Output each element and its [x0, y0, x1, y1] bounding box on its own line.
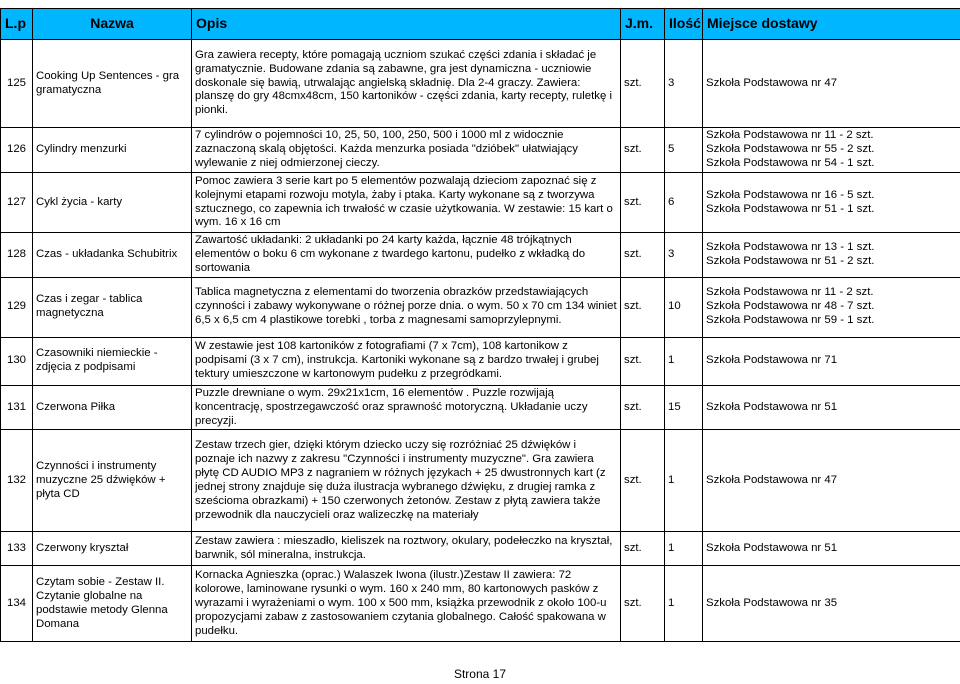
- row-jm: szt.: [621, 277, 665, 337]
- row-lp: 131: [1, 385, 33, 430]
- row-lp: 128: [1, 233, 33, 278]
- header-miejsce: Miejsce dostawy: [703, 9, 960, 40]
- order-table: [0, 8, 960, 642]
- row-miejsce: [703, 566, 960, 642]
- row-nazwa: Czas - układanka Schubitrix: [33, 233, 192, 278]
- row-lp: 125: [1, 40, 33, 128]
- table-row: [1, 337, 960, 385]
- row-jm: szt.: [621, 128, 665, 173]
- header-lp: L.p: [1, 9, 33, 40]
- row-ilosc: 10: [665, 277, 703, 337]
- row-opis: Gra zawiera recepty, które pomagają uczniom szukać części zdania i składać je gramatycznie. Budowane zdania są zabawne, gra jest dynamiczna - uczniowie doskonale się bawią, utrwalając angielską składnię. Dla 2-4 graczy. Zawiera: planszę do gry 48cmx48cm, 150 kartoników - części zdania, karty recepty, ruletkę i pionki.: [192, 40, 621, 128]
- delivery-location: Szkoła Podstawowa nr 54 - 1 szt.: [706, 156, 875, 169]
- row-jm: szt.: [621, 532, 665, 566]
- table-row: [1, 385, 960, 430]
- row-opis: Puzzle drewniane o wym. 29x21x1cm, 16 elementów . Puzzle rozwijają koncentrację, spostrzegawczość oraz sprawność motoryczną. Układanie uczy precyzji.: [192, 385, 621, 430]
- row-opis: W zestawie jest 108 kartoników z fotografiami (7 x 7cm), 108 kartonikow z podpisami (3 x 7 cm), instrukcja. Kartoniki wykonane są z bardzo trwałej i grubej tektury umieszczone w kartonowym pudełku z przegródkami.: [192, 337, 621, 385]
- delivery-location: Szkoła Podstawowa nr 51 - 2 szt.: [706, 254, 875, 267]
- delivery-location: Szkoła Podstawowa nr 47: [706, 76, 838, 89]
- table-row: [1, 233, 960, 278]
- table-row: [1, 532, 960, 566]
- row-nazwa: Czerwona Piłka: [33, 385, 192, 430]
- row-ilosc: 5: [665, 128, 703, 173]
- delivery-location: Szkoła Podstawowa nr 51: [706, 400, 838, 413]
- row-lp: 132: [1, 430, 33, 532]
- row-ilosc: 1: [665, 532, 703, 566]
- row-opis: Tablica magnetyczna z elementami do tworzenia obrazków przedstawiających czynności i zabawy wykonywane o różnej porze dnia. o wym. 50 x 70 cm 134 winiet 6,5 x 6,5 cm 4 plastikowe torebki , torba z magnesami samoprzylepnymi.: [192, 277, 621, 337]
- row-miejsce: [703, 430, 960, 532]
- delivery-location: Szkoła Podstawowa nr 48 - 7 szt.: [706, 300, 875, 313]
- delivery-location: Szkoła Podstawowa nr 47: [706, 473, 838, 486]
- header-nazwa: Nazwa: [33, 9, 192, 40]
- row-jm: szt.: [621, 430, 665, 532]
- row-jm: szt.: [621, 40, 665, 128]
- row-miejsce: [703, 337, 960, 385]
- delivery-location: Szkoła Podstawowa nr 35: [706, 596, 838, 609]
- delivery-location: Szkoła Podstawowa nr 51 - 1 szt.: [706, 202, 875, 215]
- row-nazwa: Czasowniki niemieckie - zdjęcia z podpisami: [33, 337, 192, 385]
- row-opis: Zestaw trzech gier, dzięki którym dziecko uczy się rozróżniać 25 dźwięków i poznaje ich nazwy z zakresu "Czynności i instrumenty muzyczne". Gra zawiera płytę CD AUDIO MP3 z nagraniem w różnych językach + 25 dwustronnych kart (z jednej strony znajduje się duża ilustracja wybranego dźwięku, z drugiej ramka z sześcioma obrazkami) + 150 czerwonych żetonów. Zestaw z płytą zawiera także przewodnik dla nauczycieli oraz walizeczkę na materiały: [192, 430, 621, 532]
- table-row: [1, 277, 960, 337]
- table-row: [1, 40, 960, 128]
- delivery-location: Szkoła Podstawowa nr 55 - 2 szt.: [706, 143, 875, 156]
- delivery-location: Szkoła Podstawowa nr 13 - 1 szt.: [706, 240, 875, 253]
- row-ilosc: 1: [665, 430, 703, 532]
- row-lp: 134: [1, 566, 33, 642]
- row-miejsce: [703, 532, 960, 566]
- row-ilosc: 6: [665, 173, 703, 233]
- row-opis: Pomoc zawiera 3 serie kart po 5 elementów pozwalają dzieciom zapoznać się z kolejnymi etapami rozwoju motyla, żaby i ptaka. Karty wykonane są z tworzywa sztucznego, co zapewnia ich trwałość w czasie użytkowania. W zestawie: 15 kart o wym. 16 x 16 cm: [192, 173, 621, 233]
- row-nazwa: Czas i zegar - tablica magnetyczna: [33, 277, 192, 337]
- row-nazwa: Cylindry menzurki: [33, 128, 192, 173]
- row-lp: 133: [1, 532, 33, 566]
- row-miejsce: [703, 40, 960, 128]
- row-opis: 7 cylindrów o pojemności 10, 25, 50, 100, 250, 500 i 1000 ml z widocznie zaznaczoną skalą objętości. Każda menzurka posiada "dzióbek" ułatwiający wylewanie z niej odmierzonej cieczy.: [192, 128, 621, 173]
- table-row: [1, 128, 960, 173]
- table-body: [1, 40, 960, 642]
- delivery-location: Szkoła Podstawowa nr 71: [706, 354, 838, 367]
- row-opis: Zestaw zawiera : mieszadło, kieliszek na roztwory, okulary, podełeczko na kryształ, barwnik, sól mineralna, instrukcja.: [192, 532, 621, 566]
- row-jm: szt.: [621, 173, 665, 233]
- row-jm: szt.: [621, 337, 665, 385]
- row-nazwa: Czerwony kryształ: [33, 532, 192, 566]
- row-lp: 130: [1, 337, 33, 385]
- row-nazwa: Czytam sobie - Zestaw II. Czytanie globalne na podstawie metody Glenna Domana: [33, 566, 192, 642]
- row-jm: szt.: [621, 566, 665, 642]
- header-ilosc: Ilość: [665, 9, 703, 40]
- row-ilosc: 3: [665, 40, 703, 128]
- delivery-location: Szkoła Podstawowa nr 16 - 5 szt.: [706, 188, 875, 201]
- row-opis: Kornacka Agnieszka (oprac.) Walaszek Iwona (ilustr.)Zestaw II zawiera: 72 kolorowe, laminowane rysunki o wym. 160 x 240 mm, 80 kartonowych pasków z wyrazami i wyrażeniami o wym. 100 x 500 mm, książka przewodnik z około 100-u propozycjami zabaw z zastosowaniem czytania globalnego. Całość spakowana w pudełku.: [192, 566, 621, 642]
- header-row: [1, 9, 960, 40]
- row-miejsce: [703, 173, 960, 233]
- row-miejsce: [703, 233, 960, 278]
- row-ilosc: 1: [665, 566, 703, 642]
- delivery-location: Szkoła Podstawowa nr 51: [706, 541, 838, 554]
- row-opis: Zawartość układanki: 2 układanki po 24 karty każda, łącznie 48 trójkątnych elementów o boku 6 cm wykonane z twardego kartonu, pudełko z wkładką do sortowania: [192, 233, 621, 278]
- row-miejsce: [703, 385, 960, 430]
- row-ilosc: 15: [665, 385, 703, 430]
- row-jm: szt.: [621, 233, 665, 278]
- delivery-location: Szkoła Podstawowa nr 11 - 2 szt.: [706, 129, 874, 142]
- row-nazwa: Cooking Up Sentences - gra gramatyczna: [33, 40, 192, 128]
- row-lp: 127: [1, 173, 33, 233]
- row-lp: 126: [1, 128, 33, 173]
- row-ilosc: 3: [665, 233, 703, 278]
- row-lp: 129: [1, 277, 33, 337]
- delivery-location: Szkoła Podstawowa nr 11 - 2 szt.: [706, 286, 874, 299]
- row-nazwa: Cykl życia - karty: [33, 173, 192, 233]
- header-jm: J.m.: [621, 9, 665, 40]
- table-row: [1, 430, 960, 532]
- delivery-location: Szkoła Podstawowa nr 59 - 1 szt.: [706, 314, 875, 327]
- row-nazwa: Czynności i instrumenty muzyczne 25 dźwięków + płyta CD: [33, 430, 192, 532]
- row-ilosc: 1: [665, 337, 703, 385]
- table-row: [1, 566, 960, 642]
- row-jm: szt.: [621, 385, 665, 430]
- row-miejsce: [703, 277, 960, 337]
- header-opis: Opis: [192, 9, 621, 40]
- table-row: [1, 173, 960, 233]
- row-miejsce: [703, 128, 960, 173]
- page-footer: Strona 17: [453, 667, 507, 681]
